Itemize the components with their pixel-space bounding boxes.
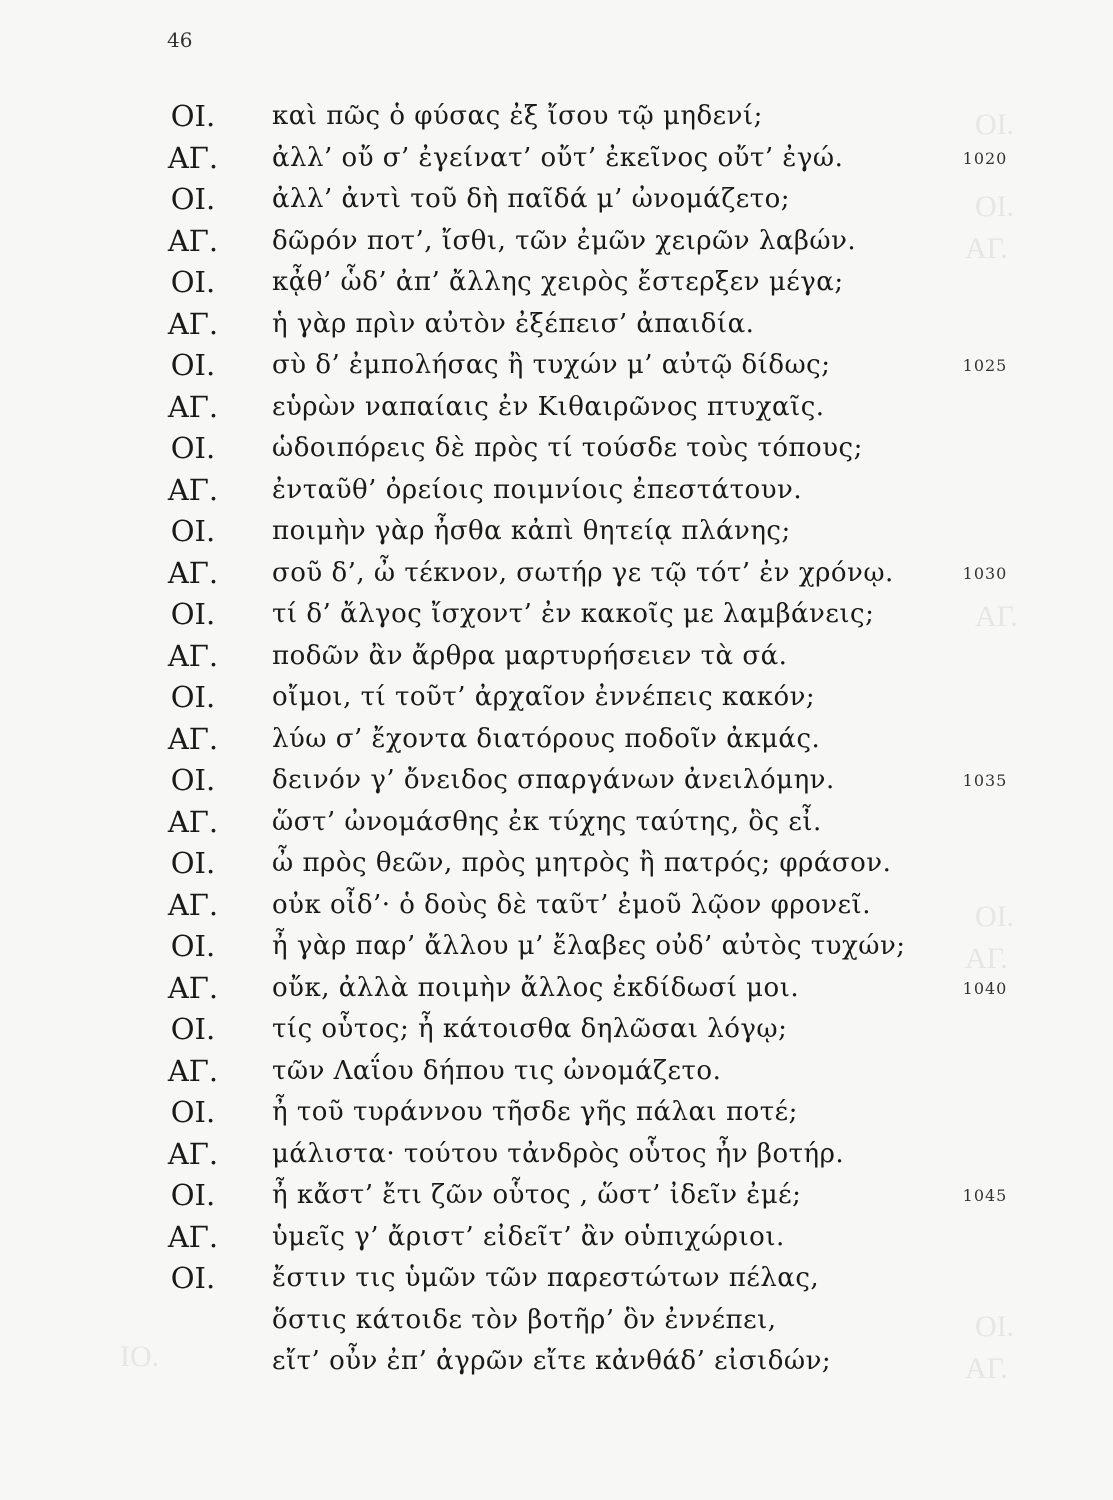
line-number: 1035 [962, 771, 1008, 790]
verse-line [0, 428, 1113, 470]
speaker-label: ΟΙ. [170, 99, 216, 133]
verse-line [0, 843, 1113, 885]
verse-line [0, 387, 1113, 429]
line-number: 1025 [962, 356, 1008, 375]
verse-line [0, 96, 1113, 138]
verse-line [0, 885, 1113, 927]
speaker-label: ΟΙ. [170, 763, 216, 797]
speaker-label: ΑΓ. [167, 638, 219, 673]
verse-line [0, 345, 1113, 387]
speaker-label: ΟΙ. [170, 431, 216, 465]
verse-text: ἀλλ’ οὔ σ’ ἐγείνατ’ οὔτ’ ἐκεῖνος οὔτ’ ἐγώ. [272, 142, 844, 173]
verse-line [0, 553, 1113, 595]
speaker-label: ΑΓ. [167, 970, 219, 1005]
verse-text: ἡ γὰρ πρὶν αὐτὸν ἐξέπεισ’ ἀπαιδία. [272, 308, 755, 339]
verse-text: ὡδοιπόρεις δὲ πρὸς τί τούσδε τοὺς τόπους; [272, 433, 863, 463]
verse-text: εὑρὼν ναπαίαις ἐν Κιθαιρῶνος πτυχαῖς. [272, 391, 825, 422]
verse-text: ἐνταῦθ’ ὀρείοις ποιμνίοις ἐπεστάτουν. [272, 474, 803, 505]
speaker-label: ΟΙ. [170, 1261, 216, 1295]
verse-line [0, 677, 1113, 719]
verse-line [0, 802, 1113, 844]
line-number: 1030 [962, 563, 1008, 583]
line-number: 1045 [962, 1186, 1008, 1205]
verse-line [0, 1217, 1113, 1259]
verse-line [0, 1175, 1113, 1217]
speaker-label: ΑΓ. [167, 306, 219, 341]
verse-text: ὦ πρὸς θεῶν, πρὸς μητρὸς ἢ πατρός; φράσον. [272, 848, 892, 878]
speaker-label: ΟΙ. [170, 348, 216, 382]
speaker-label: ΟΙ. [170, 1095, 216, 1129]
verse-text: λύω σ’ ἔχοντα διατόρους ποδοῖν ἀκμάς. [272, 723, 821, 754]
verse-line [0, 470, 1113, 512]
verse-text: ὑμεῖς γ’ ἄριστ’ εἰδεῖτ’ ἂν οὑπιχώριοι. [272, 1221, 785, 1252]
verse-text: σὺ δ’ ἐμπολήσας ἢ τυχών μ’ αὐτῷ δίδως; [272, 350, 831, 380]
speaker-label: ΑΓ. [167, 804, 219, 839]
verse-line [0, 221, 1113, 263]
verse-line [0, 179, 1113, 221]
speaker-label: ΟΙ. [170, 846, 216, 880]
speaker-label: ΟΙ. [170, 1178, 216, 1212]
verse-line [0, 1051, 1113, 1093]
verse-text: δεινόν γ’ ὄνειδος σπαργάνων ἀνειλόμην. [272, 765, 835, 795]
speaker-label: ΑΓ. [167, 223, 219, 258]
speaker-label: ΑΓ. [167, 1219, 219, 1254]
verse-text: οἴμοι, τί τοῦτ’ ἀρχαῖον ἐννέπεις κακόν; [272, 682, 816, 712]
verse-line [0, 1300, 1113, 1342]
speaker-label: ΟΙ. [170, 929, 216, 963]
verse-text: τῶν Λαΐου δήπου τις ὠνομάζετο. [272, 1055, 722, 1086]
verse-line [0, 138, 1113, 180]
speaker-label: ΟΙ. [170, 514, 216, 548]
speaker-label: ΟΙ. [170, 265, 216, 299]
verse-line [0, 719, 1113, 761]
speaker-label: ΟΙ. [170, 680, 216, 714]
speaker-label: ΑΓ. [167, 1136, 219, 1171]
verse-line [0, 1341, 1113, 1383]
line-number: 1040 [962, 978, 1008, 998]
speaker-label: ΑΓ. [167, 472, 219, 507]
speaker-label: ΑΓ. [167, 721, 219, 756]
verse-line [0, 1258, 1113, 1300]
verse-text: τί δ’ ἄλγος ἴσχοντ’ ἐν κακοῖς με λαμβάνεις; [272, 599, 875, 629]
line-number: 1020 [962, 148, 1008, 168]
verse-text: ὥστ’ ὠνομάσθης ἐκ τύχης ταύτης, ὃς εἶ. [272, 806, 822, 837]
speaker-label: ΟΙ. [170, 182, 216, 216]
verse-text: τίς οὗτος; ἦ κάτοισθα δηλῶσαι λόγῳ; [272, 1014, 788, 1044]
verse-line [0, 760, 1113, 802]
speaker-label: ΑΓ. [167, 140, 219, 175]
verse-line [0, 636, 1113, 678]
verse-line [0, 594, 1113, 636]
verse-text: ἦ κἄστ’ ἔτι ζῶν οὗτος , ὥστ’ ἰδεῖν ἐμέ; [272, 1180, 802, 1210]
verse-text: οὔκ, ἀλλὰ ποιμὴν ἄλλος ἐκδίδωσί μοι. [272, 972, 800, 1003]
speaker-label: ΑΓ. [167, 389, 219, 424]
verse-line [0, 304, 1113, 346]
verse-text: ποδῶν ἂν ἄρθρα μαρτυρήσειεν τὰ σά. [272, 640, 788, 671]
verse-text: ἦ γὰρ παρ’ ἄλλου μ’ ἔλαβες οὐδ’ αὐτὸς τυχών; [272, 931, 906, 961]
verse-text: κᾆθ’ ὧδ’ ἀπ’ ἄλλης χειρὸς ἔστερξεν μέγα; [272, 267, 844, 297]
page-number: 46 [167, 28, 193, 52]
speaker-label: ΟΙ. [170, 597, 216, 631]
verse-line [0, 968, 1113, 1010]
verse-text: μάλιστα· τούτου τἀνδρὸς οὗτος ἦν βοτήρ. [272, 1138, 845, 1169]
verse-text: ὅστις κάτοιδε τὸν βοτῆρ’ ὃν ἐννέπει, [272, 1304, 777, 1335]
verse-text: εἴτ’ οὖν ἐπ’ ἀγρῶν εἴτε κἀνθάδ’ εἰσιδών; [272, 1346, 832, 1376]
speaker-label: ΑΓ. [167, 1053, 219, 1088]
speaker-label: ΟΙ. [170, 1012, 216, 1046]
verse-text: ἀλλ’ ἀντὶ τοῦ δὴ παῖδά μ’ ὠνομάζετο; [272, 184, 791, 214]
verse-text: ποιμὴν γὰρ ἦσθα κἀπὶ θητείᾳ πλάνης; [272, 516, 791, 546]
verse-dialogue [0, 96, 1113, 1383]
verse-line [0, 511, 1113, 553]
verse-line [0, 262, 1113, 304]
verse-line [0, 1134, 1113, 1176]
verse-text: ἔστιν τις ὑμῶν τῶν παρεστώτων πέλας, [272, 1263, 820, 1293]
verse-text: ἦ τοῦ τυράννου τῆσδε γῆς πάλαι ποτέ; [272, 1097, 798, 1127]
verse-text: δῶρόν ποτ’, ἴσθι, τῶν ἐμῶν χειρῶν λαβών. [272, 225, 857, 256]
verse-line [0, 1009, 1113, 1051]
speaker-label: ΑΓ. [167, 887, 219, 922]
speaker-label: ΑΓ. [167, 555, 219, 590]
verse-text: καὶ πῶς ὁ φύσας ἐξ ἴσου τῷ μηδενί; [272, 101, 763, 131]
verse-line [0, 1092, 1113, 1134]
verse-text: οὐκ οἶδ’· ὁ δοὺς δὲ ταῦτ’ ἐμοῦ λῷον φρονεῖ. [272, 889, 872, 920]
verse-text: σοῦ δ’, ὦ τέκνον, σωτήρ γε τῷ τότ’ ἐν χρόνῳ. [272, 557, 894, 588]
verse-line [0, 926, 1113, 968]
